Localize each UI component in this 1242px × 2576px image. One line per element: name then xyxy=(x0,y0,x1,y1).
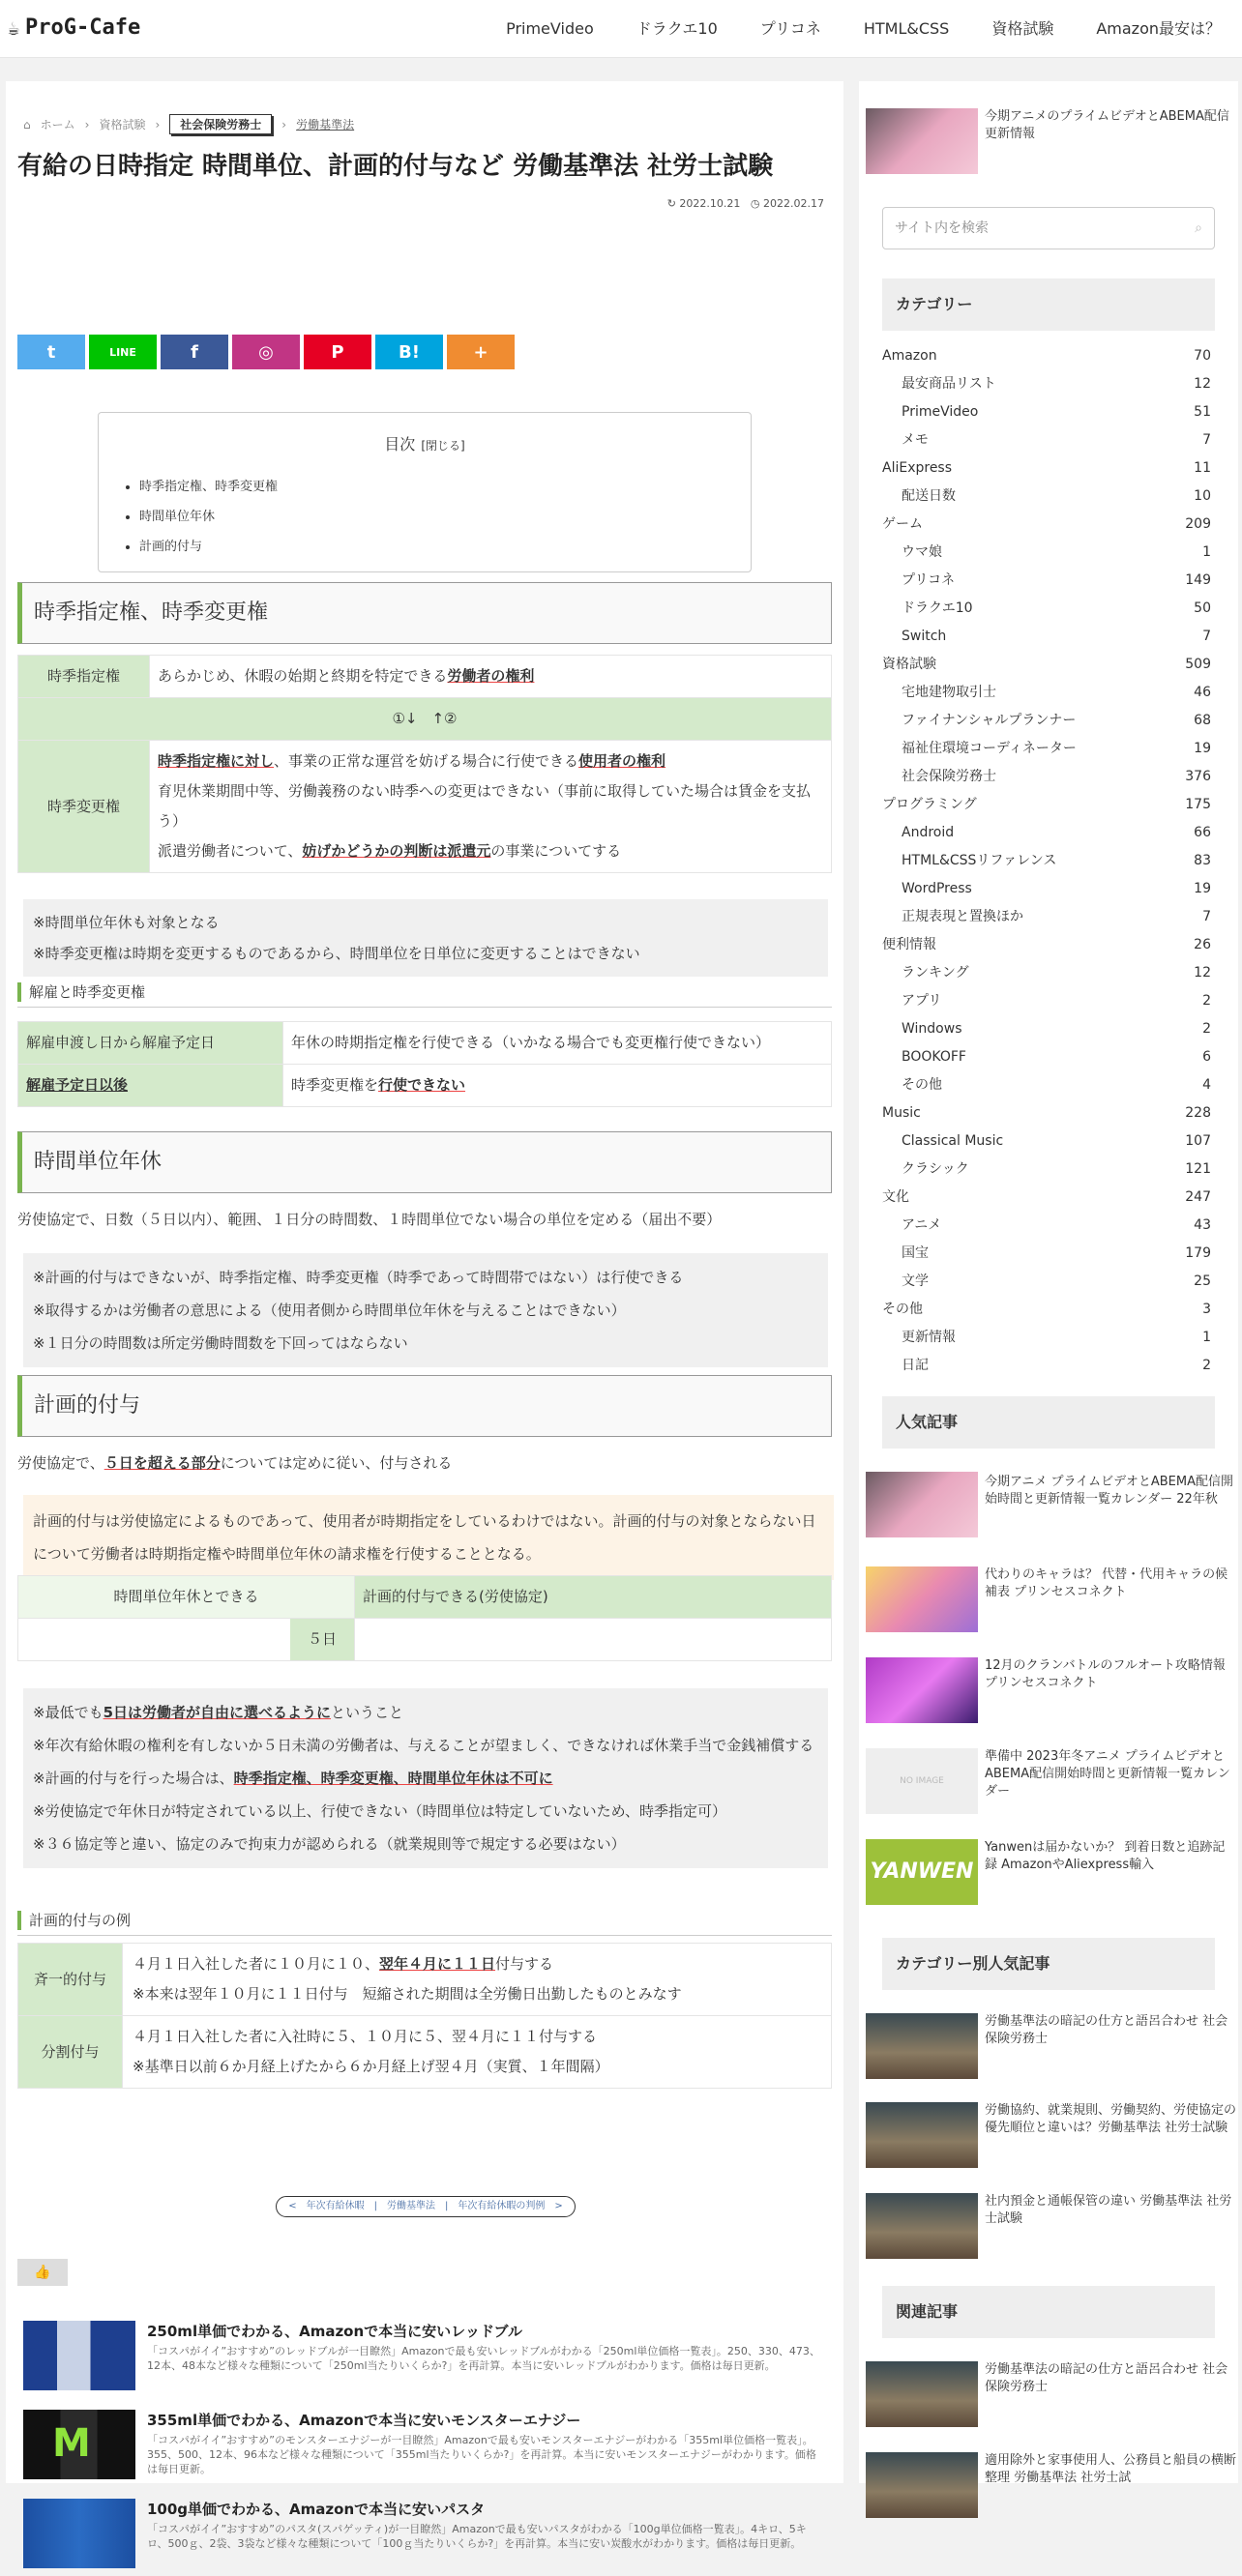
section-heading: 計画的付与 xyxy=(17,1375,832,1437)
post-link[interactable]: Yanwenは届かないか？ 到着日数と追跡記録 AmazonやAliexpress輸入 xyxy=(985,1840,1226,1872)
category-item[interactable]: 配送日数 10 xyxy=(882,483,1215,511)
nav-amazon[interactable]: Amazon最安は？ xyxy=(1096,19,1221,38)
category-count: 7 xyxy=(1202,909,1211,924)
category-count: 12 xyxy=(1194,965,1211,981)
category-count: 66 xyxy=(1194,825,1211,840)
category-count: 25 xyxy=(1194,1273,1211,1289)
pinterest-share-button[interactable]: P xyxy=(304,335,371,369)
global-nav xyxy=(485,0,1242,58)
anime-thumbnail[interactable] xyxy=(866,1472,978,1537)
row-label: 時季変更権 xyxy=(18,741,150,873)
category-item[interactable]: HTML&CSSリファレンス 83 xyxy=(882,847,1215,875)
update-icon: ↻ xyxy=(666,197,676,210)
post-link[interactable]: 準備中 2023年冬アニメ プライムビデオとABEMA配信開始時間と更新情報一覧カレンダー xyxy=(985,1749,1230,1799)
category-count: 209 xyxy=(1185,516,1211,532)
book-thumbnail[interactable] xyxy=(866,2361,978,2427)
category-count: 2 xyxy=(1202,993,1211,1009)
col-header: 時間単位年休とできる xyxy=(18,1576,355,1619)
category-count: 509 xyxy=(1185,657,1211,672)
toc-item[interactable]: • 計画的付与 xyxy=(139,532,751,562)
redbull-thumbnail xyxy=(23,2321,135,2390)
home-icon: ⌂ xyxy=(23,117,31,132)
category-item[interactable]: 社会保険労務士 376 xyxy=(882,763,1215,791)
category-item[interactable]: Switch 7 xyxy=(882,623,1215,651)
related-post[interactable]: 250ml単価でわかる、Amazonで本当に安いレッドブル 「コスパがイイ”おすすめ”のレッドブルが一目瞭然」Amazonで最も安いレッドブルがわかる「250ml単位価格一覧表」。250、330、473、12本、48本など様々な種類について「250ml当たりいくらか?」を再計算。本当に安いレッドブルがわかります。価格は毎日更新。 xyxy=(23,2321,836,2398)
related-post[interactable]: 100g単価でわかる、Amazonで本当に安いパスタ 「コスパがイイ”おすすめ”のパスタ(スパゲッティ)が一目瞭然」Amazonで最も安いパスタがわかる「100g単位価格一覧表」。4キロ、5キロ、500ｇ、2袋、3袋など様々な種類について「100ｇ当たりいくらか?」を再計算。本当に安い炭酸水がわかります。価格は毎日更新。 xyxy=(23,2499,836,2576)
category-count: 247 xyxy=(1185,1189,1211,1205)
category-count: 70 xyxy=(1194,348,1211,364)
category-item[interactable]: アプリ 2 xyxy=(882,987,1215,1015)
category-item[interactable]: 最安商品リスト 12 xyxy=(882,370,1215,398)
section-heading: 時季指定権、時季変更権 xyxy=(17,582,832,644)
category-item[interactable]: AliExpress 11 xyxy=(882,454,1215,483)
widget-title: 人気記事 xyxy=(882,1396,1215,1449)
post-link[interactable]: 12月のクランバトルのフルオート攻略情報 プリンセスコネクト xyxy=(985,1658,1226,1690)
post-link[interactable]: 今期アニメ プライムビデオとABEMA配信開始時間と更新情報一覧カレンダー 22年秋 xyxy=(985,1475,1233,1507)
category-item[interactable]: Android 66 xyxy=(882,819,1215,847)
category-count: 19 xyxy=(1194,881,1211,896)
category-count: 11 xyxy=(1194,460,1211,476)
note-box: ※時間単位年休も対象となる ※時季変更権は時期を変更するものであるから、時間単位を日単位に変更することはできない xyxy=(23,899,828,977)
category-count: 19 xyxy=(1194,741,1211,756)
page-title: 有給の日時指定 時間単位、計画的付与など 労働基準法 社労士試験 xyxy=(17,152,774,181)
info-box: 計画的付与は労使協定によるものであって、使用者が時期指定をしているわけではない。計画的付与の対象とならない日について労働者は時期指定権や時間単位年休の請求権を行使することとなる。 xyxy=(23,1495,834,1580)
category-item[interactable]: 福祉住環境コーディネーター 19 xyxy=(882,735,1215,763)
row-value: 年休の時期指定権を行使できる（いかなる場合でも変更権行使できない） xyxy=(283,1022,832,1065)
noimage-thumbnail[interactable]: NO IMAGE xyxy=(866,1748,978,1814)
more-share-button[interactable]: + xyxy=(447,335,515,369)
book-thumbnail[interactable] xyxy=(866,2102,978,2168)
category-item[interactable]: 資格試験 509 xyxy=(882,651,1215,679)
category-count: 2 xyxy=(1202,1021,1211,1037)
anime-thumbnail[interactable] xyxy=(866,108,978,174)
post-link[interactable]: 労働協約、就業規則、労働契約、労使協定の優先順位と違いは？労働基準法 社労士試験 xyxy=(985,2103,1237,2135)
category-count: 1 xyxy=(1202,1330,1211,1345)
category-item[interactable]: プリコネ 149 xyxy=(882,567,1215,595)
category-count: 175 xyxy=(1185,797,1211,812)
sidebar xyxy=(859,81,1238,2483)
share-buttons xyxy=(17,335,515,369)
category-count: 7 xyxy=(1202,432,1211,448)
book-thumbnail[interactable] xyxy=(866,2013,978,2079)
arrow-row: ①↓ ↑② xyxy=(18,698,832,741)
category-item[interactable]: 宅地建物取引士 46 xyxy=(882,679,1215,707)
category-item[interactable]: PrimeVideo 51 xyxy=(882,398,1215,426)
row-value: 時季変更権を行使できない xyxy=(283,1065,832,1107)
category-count: 46 xyxy=(1194,685,1211,700)
section-heading: 時間単位年休 xyxy=(17,1131,832,1193)
category-item[interactable]: 文学 25 xyxy=(882,1268,1215,1296)
book-thumbnail[interactable] xyxy=(866,2452,978,2518)
post-link[interactable]: 今期アニメのプライムビデオとABEMA配信更新情報 xyxy=(985,109,1229,141)
row-value: あらかじめ、休暇の始期と終期を特定できる労働者の権利 xyxy=(150,656,832,698)
category-count: 43 xyxy=(1194,1217,1211,1233)
search-input[interactable]: サイト内を検索 ⌕ xyxy=(882,207,1215,249)
note-box: ※最低でも5日は労働者が自由に選べるようにということ ※年次有給休暇の権利を有しないか５日未満の労働者は、与えることが望ましく、できなければ休業手当で金銭補償する ※計画的付与を行った場合は、時季指定権、時季変更権、時間単位年休は不可に ※労使協定で年休日が特定されている以上、行使できない（時間単位は特定していないため、時季指定可） ※３６協定等と違い、協定のみで拘束力が認められる（就業規則等で規定する必要はない） xyxy=(23,1688,828,1868)
like-button[interactable] xyxy=(17,2259,68,2286)
post-pager[interactable]: < 年次有給休暇 | 労働基準法 | 年次有給休暇の判例 > xyxy=(276,2196,576,2217)
category-count: 6 xyxy=(1202,1049,1211,1065)
nav-dq10[interactable]: ドラクエ10 xyxy=(636,19,718,38)
widget-title: カテゴリー xyxy=(882,278,1215,331)
category-item[interactable]: ファイナンシャルプランナー 68 xyxy=(882,707,1215,735)
category-count: 83 xyxy=(1194,853,1211,868)
subheading: 解雇と時季変更権 xyxy=(17,982,832,1002)
twitter-share-button[interactable]: t xyxy=(17,335,85,369)
crumb-sharoushi[interactable]: 社会保険労務士 xyxy=(169,114,272,134)
clock-icon: ◷ xyxy=(750,197,760,210)
category-count: 68 xyxy=(1194,713,1211,728)
crumb-roudou[interactable]: 労働基準法 xyxy=(296,118,355,132)
category-count: 107 xyxy=(1185,1133,1211,1149)
category-item[interactable]: その他 4 xyxy=(882,1071,1215,1099)
line-share-button[interactable]: LINE xyxy=(89,335,157,369)
category-item[interactable]: 文化 247 xyxy=(882,1184,1215,1212)
row-label: 斉一的付与 xyxy=(18,1944,123,2016)
category-count: 50 xyxy=(1194,600,1211,616)
paragraph: 労使協定で、日数（５日以内）、範囲、１日分の時間数、１時間単位でない場合の単位を定める（届出不要） xyxy=(17,1211,722,1228)
category-item[interactable]: 日記 2 xyxy=(882,1352,1215,1380)
note-box: ※計画的付与はできないが、時季指定権、時季変更権（時季であって時間帯ではない）は行使できる ※取得するかは労働者の意思による（使用者側から時間単位年休を与えることはできない） ※１日分の時間数は所定労働時間数を下回ってはならない xyxy=(23,1253,828,1367)
category-count: 10 xyxy=(1194,488,1211,504)
toc-title: 目次 xyxy=(384,435,416,454)
nav-shikaku[interactable]: 資格試験 xyxy=(991,19,1054,38)
row-label: 解雇予定日以後 xyxy=(18,1065,283,1107)
search-icon[interactable]: ⌕ xyxy=(1195,220,1202,236)
main-content xyxy=(6,81,843,2550)
nav-primevideo[interactable]: PrimeVideo xyxy=(506,19,594,38)
category-item[interactable]: 便利情報 26 xyxy=(882,931,1215,959)
category-item[interactable]: ランキング 12 xyxy=(882,959,1215,987)
post-link[interactable]: 社内預金と通帳保管の違い 労働基準法 社労士試験 xyxy=(985,2194,1232,2226)
category-count: 1 xyxy=(1202,544,1211,560)
jiki-table xyxy=(17,655,832,873)
category-item[interactable]: Classical Music 107 xyxy=(882,1127,1215,1156)
category-count: 4 xyxy=(1202,1077,1211,1093)
instagram-share-button[interactable]: ◎ xyxy=(232,335,300,369)
col-header: 計画的付与できる(労使協定) xyxy=(355,1576,832,1619)
example-table: 斉一的付与 ４月１日入社した者に１０月に１０、翌年４月に１１日付与する ※本来は翌年１０月に１１日付与 短縮された期間は全労働日出勤したものとみなす 分割付与 ４月１日入社した者に入社時に５、１０月に５、翌４月に１１付与する ※基準日以前６か月経上げたから６か月経上げ翌４月（実質、１年間隔） xyxy=(17,1943,832,2089)
crumb-shikaku[interactable]: 資格試験 xyxy=(99,118,146,132)
category-item[interactable]: プログラミング 175 xyxy=(882,791,1215,819)
category-item[interactable]: アニメ 43 xyxy=(882,1212,1215,1240)
post-link[interactable]: 労働基準法の暗記の仕方と語呂合わせ 社会保険労務士 xyxy=(985,2014,1228,2046)
site-logo[interactable]: ☕ ProG-Cafe xyxy=(8,15,141,40)
category-count: 2 xyxy=(1202,1358,1211,1373)
category-item[interactable]: メモ 7 xyxy=(882,426,1215,454)
nav-priconne[interactable]: プリコネ xyxy=(759,19,821,38)
post-dates: ↻ 2022.10.21 ◷ 2022.02.17 xyxy=(666,197,824,210)
category-count: 51 xyxy=(1194,404,1211,420)
category-count: 376 xyxy=(1185,769,1211,784)
priconne-thumbnail[interactable] xyxy=(866,1566,978,1632)
category-item[interactable]: クラシック 121 xyxy=(882,1156,1215,1184)
category-count: 179 xyxy=(1185,1245,1211,1261)
five-days-cell: ５日 xyxy=(290,1619,354,1660)
row-value: 時季指定権に対し、事業の正常な運営を妨げる場合に行使できる使用者の権利 育児休業期間中等、労働義務のない時季への変更はできない（事前に取得していた場合は賃金を支払う） 派遣労働者について、妨げかどうかの判断は派遣元の事業についてする xyxy=(150,741,832,873)
widget-title: 関連記事 xyxy=(882,2286,1215,2338)
category-item[interactable]: ゲーム 209 xyxy=(882,511,1215,539)
row-label: 分割付与 xyxy=(18,2016,123,2089)
monster-thumbnail: M xyxy=(23,2410,135,2479)
kaiko-table xyxy=(17,1021,832,1107)
crumb-home[interactable]: ホーム xyxy=(40,118,75,132)
book-thumbnail[interactable] xyxy=(866,2193,978,2259)
subheading: 計画的付与の例 xyxy=(17,1911,832,1930)
row-label: 時季指定権 xyxy=(18,656,150,698)
category-count: 7 xyxy=(1202,629,1211,644)
site-header xyxy=(0,0,1242,58)
paragraph: 労使協定で、５日を超える部分については定めに従い、付与される xyxy=(17,1454,453,1472)
toc-item[interactable]: • 時季指定権、時季変更権 xyxy=(139,472,751,502)
coffee-cup-icon: ☕ xyxy=(8,15,20,40)
category-item[interactable]: その他 3 xyxy=(882,1296,1215,1324)
toc-item[interactable]: • 時間単位年休 xyxy=(139,502,751,532)
post-link[interactable]: 適用除外と家事使用人、公務員と船員の横断整理 労働基準法 社労士試 xyxy=(985,2453,1237,2485)
category-item[interactable]: WordPress 19 xyxy=(882,875,1215,903)
keikaku-table xyxy=(17,1575,832,1661)
hatena-share-button[interactable]: B! xyxy=(375,335,443,369)
category-count: 228 xyxy=(1185,1105,1211,1121)
yanwen-thumbnail[interactable]: YANWEN xyxy=(866,1839,978,1905)
category-item[interactable]: Music 228 xyxy=(882,1099,1215,1127)
facebook-share-button[interactable]: f xyxy=(161,335,228,369)
widget-title: カテゴリー別人気記事 xyxy=(882,1938,1215,1990)
category-item[interactable]: 国宝 179 xyxy=(882,1240,1215,1268)
thumbs-up-icon: 👍 xyxy=(34,2265,51,2280)
toc-toggle[interactable]: [閉じる] xyxy=(421,439,465,453)
category-item[interactable]: ウマ娘 1 xyxy=(882,539,1215,567)
post-link[interactable]: 代わりのキャラは？ 代替・代用キャラの候補表 プリンセスコネクト xyxy=(985,1567,1228,1599)
row-label: 解雇申渡し日から解雇予定日 xyxy=(18,1022,283,1065)
category-count: 121 xyxy=(1185,1161,1211,1177)
clanbattle-thumbnail[interactable] xyxy=(866,1657,978,1723)
category-count: 26 xyxy=(1194,937,1211,952)
category-count: 3 xyxy=(1202,1302,1211,1317)
category-item[interactable]: BOOKOFF 6 xyxy=(882,1043,1215,1071)
nav-htmlcss[interactable]: HTML&CSS xyxy=(863,19,950,38)
table-of-contents xyxy=(98,412,752,572)
related-post[interactable]: M 355ml単価でわかる、Amazonで本当に安いモンスターエナジー 「コスパがイイ”おすすめ”のモンスターエナジーが一目瞭然」Amazonで最も安いモンスターエナジーがわかる「355ml単位価格一覧表」。355、500、12本、96本など様々な種類について「355ml当たりいくらか?」を再計算。本当に安いモンスターエナジーがわかります。価格は毎日更新。 xyxy=(23,2410,836,2487)
category-item[interactable]: 正規表現と置換ほか 7 xyxy=(882,903,1215,931)
post-link[interactable]: 労働基準法の暗記の仕方と語呂合わせ 社会保険労務士 xyxy=(985,2362,1228,2394)
category-count: 149 xyxy=(1185,572,1211,588)
category-item[interactable]: ドラクエ10 50 xyxy=(882,595,1215,623)
category-item[interactable]: Amazon 70 xyxy=(882,342,1215,370)
breadcrumb: ⌂ ホーム › 資格試験 › 社会保険労務士 › 労働基準法 xyxy=(23,114,354,134)
category-item[interactable]: 更新情報 1 xyxy=(882,1324,1215,1352)
category-count: 12 xyxy=(1194,376,1211,392)
category-item[interactable]: Windows 2 xyxy=(882,1015,1215,1043)
pasta-thumbnail xyxy=(23,2499,135,2568)
